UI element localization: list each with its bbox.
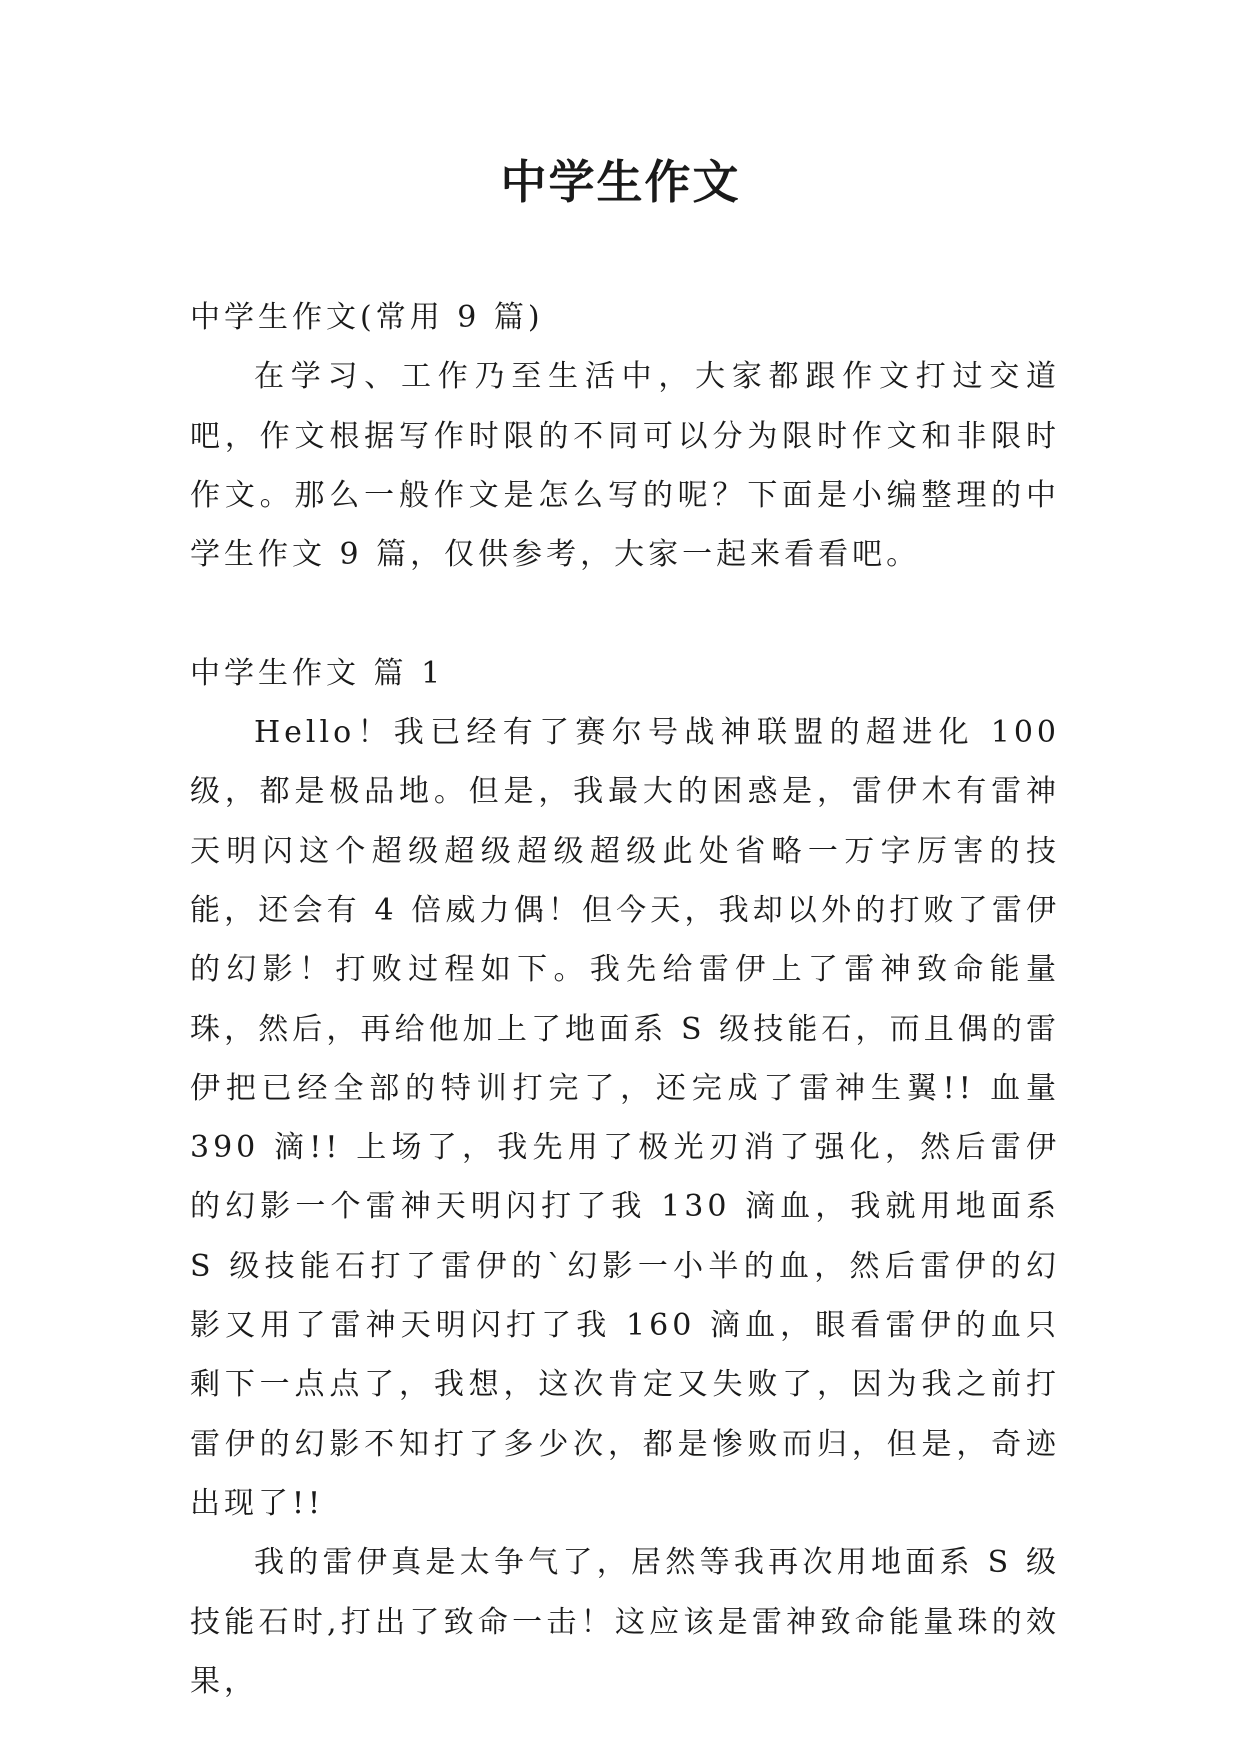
essay-paragraph: 我的雷伊真是太争气了，居然等我再次用地面系 S 级技能石时,打出了致命一击！这应该是雷神致命能量珠的效果，: [190, 1545, 1060, 1699]
section-spacer: [190, 584, 1060, 643]
document-title: 中学生作文: [500, 155, 741, 209]
document-body: [190, 288, 1060, 1711]
intro-paragraph: 在学习、工作乃至生活中，大家都跟作文打过交道吧，作文根据写作时限的不同可以分为限时作文和非限时作文。那么一般作文是怎么写的呢？下面是小编整理的中学生作文 9 篇，仅供参考，大家一起来看看吧。: [190, 359, 1060, 573]
document-subtitle: 中学生作文(常用 9 篇): [190, 300, 544, 335]
section-heading: 中学生作文 篇 1: [190, 655, 445, 691]
essay-paragraph: Hello！我已经有了赛尔号战神联盟的超进化 100 级，都是极品地。但是，我最大的困惑是，雷伊木有雷神天明闪这个超级超级超级超级此处省略一万字厉害的技能，还会有 4 倍威力偶！但今天，我却以外的打败了雷伊的幻影！打败过程如下。我先给雷伊上了雷神致命能量珠，然后，再给他加上了地面系 S 级技能石，而且偶的雷伊把已经全部的特训打完了，还完成了雷神生翼!! 血量 390 滴!! 上场了，我先用了极光刃消了强化，然后雷伊的幻影一个雷神天明闪打了我 130 滴血，我就用地面系 S 级技能石打了雷伊的`幻影一小半的血，然后雷伊的幻影又用了雷神天明闪打了我 160 滴血，眼看雷伊的血只剩下一点点了，我想，这次肯定又失败了，因为我之前打雷伊的幻影不知打了多少次，都是惨败而归，但是，奇迹出现了!!: [190, 715, 1060, 1521]
